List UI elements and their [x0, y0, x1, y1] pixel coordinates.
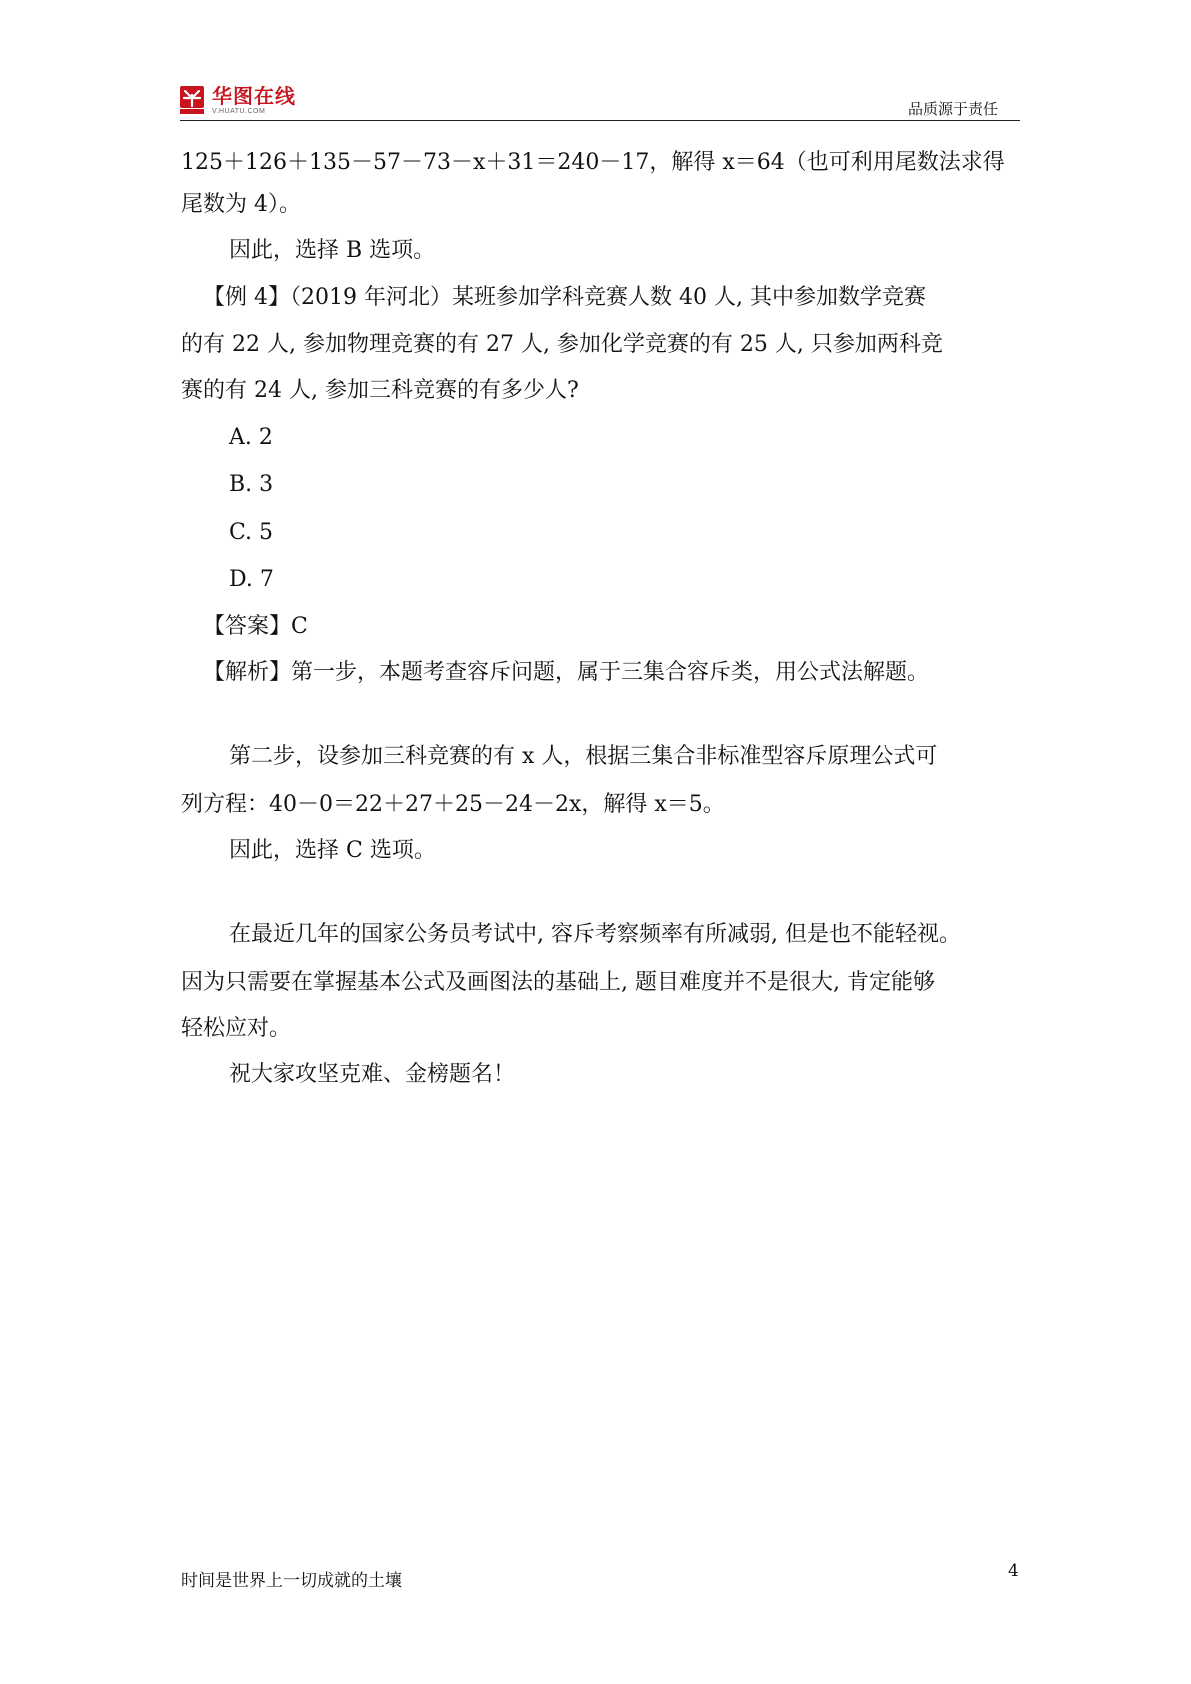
- option-a: A. 2: [229, 425, 273, 450]
- closing-line: 祝大家攻坚克难、金榜题名！: [229, 1062, 516, 1087]
- logo-domain: V.HUATU.COM: [212, 107, 266, 115]
- header-slogan: 品质源于责任: [907, 100, 998, 118]
- paragraph-line: 第二步，设参加三科竞赛的有 x 人，根据三集合非标准型容斥原理公式可: [229, 744, 938, 769]
- paragraph-line: 的有 22 人, 参加物理竞赛的有 27 人, 参加化学竞赛的有 25 人, 只参加两科竞: [181, 332, 943, 357]
- footer-motto: 时间是世界上一切成就的土壤: [181, 1571, 402, 1591]
- huatu-logo-icon: [180, 86, 204, 114]
- page-number: 4: [1008, 1561, 1019, 1581]
- paragraph-line: 轻松应对。: [181, 1016, 292, 1041]
- paragraph-line: 因此，选择 C 选项。: [229, 838, 436, 863]
- option-d: D. 7: [229, 567, 274, 592]
- paragraph-line: 列方程：40－0＝22＋27＋25－24－2x，解得 x＝5。: [181, 792, 725, 817]
- paragraph-line: 尾数为 4）。: [181, 192, 301, 217]
- answer-line: 【答案】C: [203, 614, 308, 639]
- brand-logo: [180, 84, 296, 116]
- paragraph-line: 在最近几年的国家公务员考试中, 容斥考察频率有所减弱, 但是也不能轻视。: [229, 922, 961, 947]
- paragraph-line: 赛的有 24 人, 参加三科竞赛的有多少人?: [181, 378, 579, 403]
- option-b: B. 3: [229, 472, 274, 497]
- option-c: C. 5: [229, 520, 274, 545]
- logo-name: 华图在线: [212, 83, 296, 108]
- page-header: [180, 78, 1020, 121]
- paragraph-line: 125＋126＋135－57－73－x＋31＝240－17，解得 x＝64（也可利用尾数法求得: [181, 150, 1005, 175]
- example-heading-line: 【例 4】（2019 年河北）某班参加学科竞赛人数 40 人, 其中参加数学竞赛: [203, 285, 926, 310]
- paragraph-line: 因为只需要在掌握基本公式及画图法的基础上, 题目难度并不是很大, 肯定能够: [181, 970, 935, 995]
- analysis-line: 【解析】第一步，本题考查容斥问题，属于三集合容斥类，用公式法解题。: [203, 660, 930, 685]
- paragraph-line: 因此，选择 B 选项。: [229, 238, 436, 263]
